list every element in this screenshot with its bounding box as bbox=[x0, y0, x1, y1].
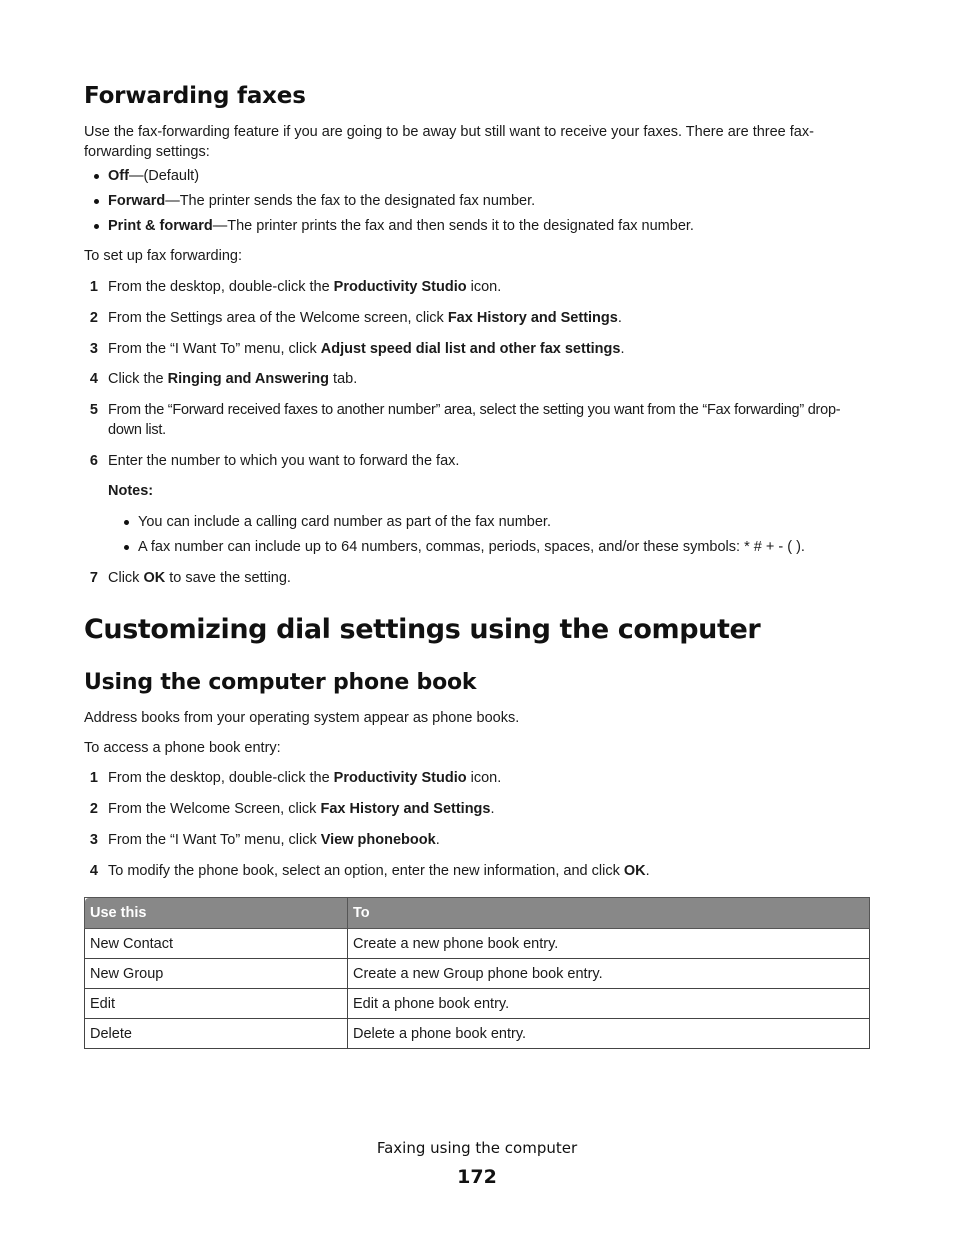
section-heading-forwarding: Forwarding faxes bbox=[84, 83, 306, 109]
step-number: 4 bbox=[89, 371, 98, 387]
chapter-heading-customizing: Customizing dial settings using the computer bbox=[84, 614, 761, 645]
setup-lead: To set up fax forwarding: bbox=[84, 248, 242, 264]
table-row bbox=[85, 959, 870, 989]
setting-description: —The printer prints the fax and then sends it to the designated fax number. bbox=[212, 218, 694, 234]
section-heading-phonebook: Using the computer phone book bbox=[84, 670, 477, 695]
note-item: You can include a calling card number as part of the fax number. bbox=[138, 514, 551, 530]
table-row bbox=[85, 929, 870, 959]
step-text: Click the Ringing and Answering tab. bbox=[108, 371, 358, 387]
page-number: 172 bbox=[457, 1166, 497, 1188]
phonebook-intro: Address books from your operating system appear as phone books. bbox=[84, 710, 520, 726]
step-number: 1 bbox=[89, 279, 98, 295]
table-cell: Delete a phone book entry. bbox=[348, 1019, 870, 1049]
table-row bbox=[85, 1019, 870, 1049]
step-number: 7 bbox=[89, 570, 98, 586]
setting-description: —(Default) bbox=[128, 168, 200, 184]
bullet-icon bbox=[94, 224, 99, 229]
table-cell: New Contact bbox=[85, 929, 348, 959]
list-item bbox=[108, 166, 199, 186]
step-number: 2 bbox=[89, 801, 98, 817]
table-row bbox=[85, 989, 870, 1019]
step-number: 1 bbox=[89, 770, 98, 786]
table-header-row bbox=[85, 898, 870, 929]
phonebook-options-table bbox=[84, 897, 870, 1049]
list-item bbox=[108, 216, 694, 236]
step-text: From the desktop, double-click the Productivity Studio icon. bbox=[108, 770, 502, 786]
step-text: From the “Forward received faxes to another number” area, select the setting you want from the “Fax forwarding” drop-down list. bbox=[108, 402, 841, 438]
footer-section-title: Faxing using the computer bbox=[376, 1139, 578, 1157]
notes-label: Notes: bbox=[108, 483, 154, 499]
forwarding-intro: Use the fax-forwarding feature if you are going to be away but still want to receive your faxes. There are three fax-forwarding settings: bbox=[84, 124, 814, 160]
step-number: 3 bbox=[89, 832, 98, 848]
step-number: 4 bbox=[89, 863, 98, 879]
setting-description: —The printer sends the fax to the designated fax number. bbox=[165, 193, 536, 209]
setting-name: Off bbox=[108, 168, 129, 184]
step-text: Click OK to save the setting. bbox=[108, 570, 291, 586]
step-number: 3 bbox=[89, 341, 98, 357]
table-cell: Edit bbox=[85, 989, 348, 1019]
bullet-icon bbox=[124, 545, 129, 550]
column-header: To bbox=[348, 898, 870, 929]
step-text: To modify the phone book, select an option, enter the new information, and click OK. bbox=[108, 863, 650, 879]
bullet-icon bbox=[124, 520, 129, 525]
step-text: From the Welcome Screen, click Fax History and Settings. bbox=[108, 801, 495, 817]
step-number: 6 bbox=[89, 453, 98, 469]
step-number: 2 bbox=[89, 310, 98, 326]
bullet-icon bbox=[94, 174, 99, 179]
note-item: A fax number can include up to 64 numbers, commas, periods, spaces, and/or these symbols: * # + - ( ). bbox=[138, 539, 805, 555]
column-header: Use this bbox=[85, 898, 348, 929]
step-text: From the Settings area of the Welcome screen, click Fax History and Settings. bbox=[108, 310, 622, 326]
setting-name: Forward bbox=[108, 193, 166, 209]
step-number: 5 bbox=[89, 402, 98, 418]
phonebook-lead: To access a phone book entry: bbox=[84, 740, 281, 756]
table-cell: Create a new Group phone book entry. bbox=[348, 959, 870, 989]
table-cell: Delete bbox=[85, 1019, 348, 1049]
table-cell: New Group bbox=[85, 959, 348, 989]
list-item bbox=[108, 191, 535, 211]
step-text: From the desktop, double-click the Productivity Studio icon. bbox=[108, 279, 502, 295]
step-text: Enter the number to which you want to forward the fax. bbox=[108, 453, 460, 469]
setting-name: Print & forward bbox=[108, 218, 213, 234]
table-cell: Create a new phone book entry. bbox=[348, 929, 870, 959]
step-text: From the “I Want To” menu, click Adjust speed dial list and other fax settings. bbox=[108, 341, 625, 357]
table-cell: Edit a phone book entry. bbox=[348, 989, 870, 1019]
step-text: From the “I Want To” menu, click View phonebook. bbox=[108, 832, 440, 848]
bullet-icon bbox=[94, 199, 99, 204]
